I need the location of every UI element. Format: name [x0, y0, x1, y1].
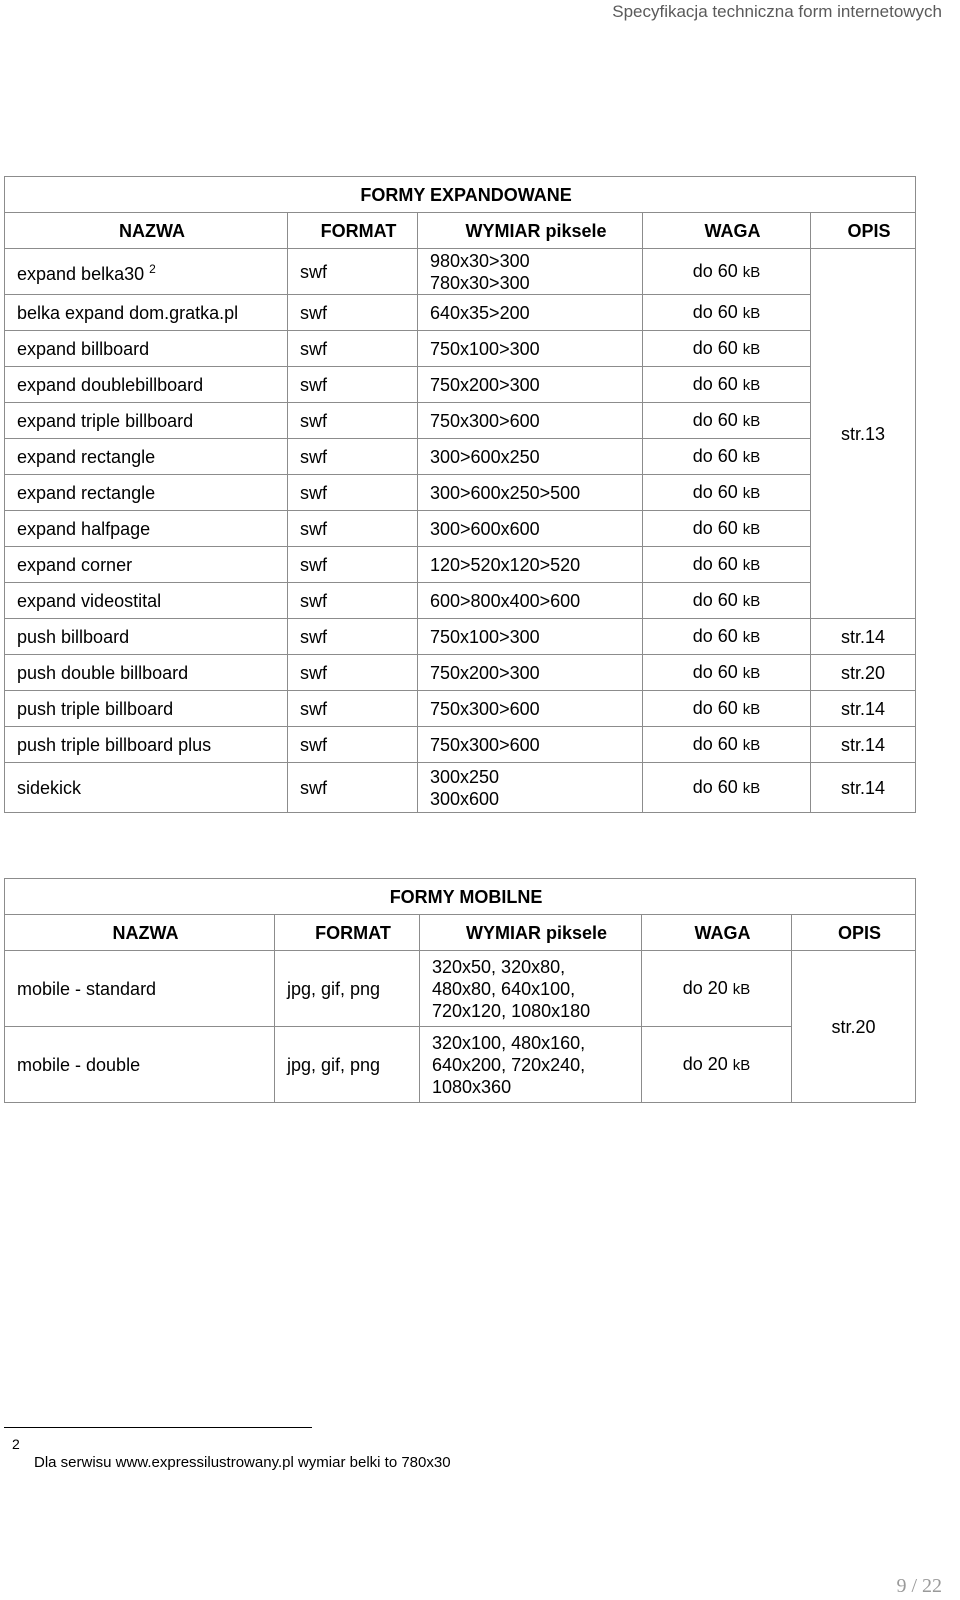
- weight-value: do 60: [692, 697, 738, 718]
- row-name: expand belka30: [17, 264, 145, 284]
- weight-unit: kB: [742, 520, 761, 538]
- size-line: 320x50, 320x80,: [432, 956, 566, 977]
- weight-value: do 60: [692, 260, 738, 281]
- row-name: expand rectangle: [17, 446, 156, 467]
- cell-format: swf: [288, 763, 418, 813]
- weight-unit: kB: [742, 340, 761, 358]
- weight-unit: kB: [742, 664, 761, 682]
- row-name: sidekick: [17, 777, 82, 798]
- page-number: 9 / 22: [896, 1575, 942, 1597]
- cell-size: [418, 727, 643, 763]
- size-line: 120>520x120>520: [430, 554, 581, 575]
- cell-opis-shared: str.13: [811, 249, 916, 619]
- size-line: 750x300>600: [430, 734, 540, 755]
- cell-format: swf: [288, 295, 418, 331]
- footnote-rule: [4, 1427, 312, 1428]
- weight-unit: kB: [742, 304, 761, 322]
- cell-format: swf: [288, 511, 418, 547]
- footnote-ref: 2: [149, 262, 156, 276]
- cell-size: [418, 511, 643, 547]
- cell-format: swf: [288, 727, 418, 763]
- cell-size: [420, 1027, 642, 1103]
- cell-opis: str.14: [811, 691, 916, 727]
- cell-format: swf: [288, 367, 418, 403]
- size-line: 300x250: [430, 766, 500, 787]
- row-name: push triple billboard: [17, 698, 174, 719]
- running-header: Specyfikacja techniczna form internetowych: [612, 2, 942, 21]
- cell-weight: [643, 331, 811, 367]
- cell-size: [418, 547, 643, 583]
- cell-format: swf: [288, 403, 418, 439]
- cell-name: [5, 439, 288, 475]
- row-name: push billboard: [17, 626, 130, 647]
- cell-weight: [643, 439, 811, 475]
- cell-size: [418, 295, 643, 331]
- cell-size: [418, 583, 643, 619]
- size-line: 600>800x400>600: [430, 590, 581, 611]
- column-header: FORMAT: [288, 213, 418, 249]
- cell-opis: str.14: [811, 727, 916, 763]
- size-line: 480x80, 640x100,: [432, 978, 576, 999]
- size-line: 750x200>300: [430, 374, 540, 395]
- weight-value: do 60: [692, 589, 738, 610]
- cell-size: [418, 331, 643, 367]
- cell-name: [5, 249, 288, 295]
- cell-format: swf: [288, 583, 418, 619]
- row-name: expand halfpage: [17, 518, 151, 539]
- cell-size: [418, 367, 643, 403]
- cell-name: [5, 951, 275, 1027]
- cell-weight: [643, 691, 811, 727]
- expand-forms-table: [4, 176, 916, 813]
- cell-format: swf: [288, 547, 418, 583]
- table-row: [5, 727, 916, 763]
- weight-unit: kB: [742, 556, 761, 574]
- table-row: [5, 951, 916, 1027]
- weight-unit: kB: [742, 448, 761, 466]
- cell-weight: [643, 403, 811, 439]
- cell-name: [5, 727, 288, 763]
- weight-unit: kB: [742, 592, 761, 610]
- cell-name: [5, 511, 288, 547]
- table-row: [5, 331, 916, 367]
- cell-weight: [643, 475, 811, 511]
- column-header: OPIS: [811, 213, 916, 249]
- weight-value: do 60: [692, 481, 738, 502]
- weight-value: do 60: [692, 373, 738, 394]
- footnote-number: 2: [12, 1436, 20, 1452]
- weight-unit: kB: [742, 412, 761, 430]
- cell-name: [5, 691, 288, 727]
- weight-value: do 60: [692, 409, 738, 430]
- weight-unit: kB: [732, 980, 751, 998]
- cell-format: swf: [288, 619, 418, 655]
- cell-size: [420, 951, 642, 1027]
- table-title-row: [5, 177, 916, 213]
- weight-unit: kB: [742, 700, 761, 718]
- weight-value: do 60: [692, 776, 738, 797]
- cell-name: [5, 475, 288, 511]
- weight-value: do 60: [692, 445, 738, 466]
- weight-value: do 60: [692, 553, 738, 574]
- weight-value: do 60: [692, 337, 738, 358]
- table-row: [5, 295, 916, 331]
- row-name: mobile - standard: [17, 978, 157, 999]
- cell-format: swf: [288, 655, 418, 691]
- table-row: [5, 475, 916, 511]
- row-name: belka expand dom.gratka.pl: [17, 302, 239, 323]
- size-line: 720x120, 1080x180: [432, 1000, 591, 1021]
- size-line: 780x30>300: [430, 272, 530, 293]
- cell-format: swf: [288, 475, 418, 511]
- cell-format: swf: [288, 439, 418, 475]
- size-line: 320x100, 480x160,: [432, 1032, 586, 1053]
- cell-weight: [643, 547, 811, 583]
- size-line: 750x300>600: [430, 410, 540, 431]
- row-name: expand videostital: [17, 590, 162, 611]
- table-title-row: [5, 879, 916, 915]
- footnote-text: Dla serwisu www.expressilustrowany.pl wymiar belki to 780x30: [34, 1454, 451, 1471]
- cell-name: [5, 403, 288, 439]
- cell-weight: [642, 951, 792, 1027]
- cell-name: [5, 1027, 275, 1103]
- row-name: expand triple billboard: [17, 410, 194, 431]
- table-row: [5, 547, 916, 583]
- weight-unit: kB: [742, 736, 761, 754]
- cell-opis-shared: str.20: [792, 951, 916, 1103]
- column-header: OPIS: [792, 915, 916, 951]
- weight-unit: kB: [732, 1056, 751, 1074]
- row-name: push triple billboard plus: [17, 734, 212, 755]
- weight-unit: kB: [742, 376, 761, 394]
- mobile-forms-table: [4, 878, 916, 1103]
- size-line: 750x100>300: [430, 626, 540, 647]
- cell-name: [5, 763, 288, 813]
- cell-weight: [643, 583, 811, 619]
- row-name: expand billboard: [17, 338, 150, 359]
- size-line: 750x100>300: [430, 338, 540, 359]
- cell-opis: str.14: [811, 763, 916, 813]
- cell-name: [5, 655, 288, 691]
- cell-name: [5, 583, 288, 619]
- weight-value: do 60: [692, 517, 738, 538]
- table-row: [5, 691, 916, 727]
- cell-weight: [643, 727, 811, 763]
- cell-opis: str.14: [811, 619, 916, 655]
- table-row: [5, 367, 916, 403]
- cell-name: [5, 547, 288, 583]
- cell-size: [418, 619, 643, 655]
- cell-format: jpg, gif, png: [275, 1027, 420, 1103]
- weight-unit: kB: [742, 628, 761, 646]
- cell-weight: [643, 295, 811, 331]
- table-title: FORMY MOBILNE: [5, 879, 916, 915]
- cell-format: swf: [288, 249, 418, 295]
- column-header: WYMIAR piksele: [418, 213, 643, 249]
- row-name: push double billboard: [17, 662, 189, 683]
- row-name: expand rectangle: [17, 482, 156, 503]
- weight-unit: kB: [742, 263, 761, 281]
- column-header: WAGA: [643, 213, 811, 249]
- cell-opis: str.20: [811, 655, 916, 691]
- cell-name: [5, 331, 288, 367]
- weight-value: do 20: [682, 977, 728, 998]
- weight-value: do 20: [682, 1053, 728, 1074]
- size-line: 300>600x250>500: [430, 482, 581, 503]
- cell-name: [5, 367, 288, 403]
- cell-size: [418, 763, 643, 813]
- weight-value: do 60: [692, 733, 738, 754]
- table-row: [5, 1027, 916, 1103]
- row-name: expand doublebillboard: [17, 374, 204, 395]
- table-row: [5, 439, 916, 475]
- column-header: WYMIAR piksele: [420, 915, 642, 951]
- cell-format: swf: [288, 691, 418, 727]
- table-row: [5, 249, 916, 295]
- cell-size: [418, 439, 643, 475]
- table-row: [5, 763, 916, 813]
- column-header: NAZWA: [5, 213, 288, 249]
- size-line: 980x30>300: [430, 250, 530, 271]
- size-line: 300>600x600: [430, 518, 540, 539]
- cell-name: [5, 295, 288, 331]
- size-line: 750x200>300: [430, 662, 540, 683]
- table-row: [5, 619, 916, 655]
- table-row: [5, 511, 916, 547]
- size-line: 640x35>200: [430, 302, 530, 323]
- cell-name: [5, 619, 288, 655]
- cell-size: [418, 655, 643, 691]
- table-header-row: [5, 915, 916, 951]
- cell-size: [418, 249, 643, 295]
- row-name: expand corner: [17, 554, 133, 575]
- cell-format: jpg, gif, png: [275, 951, 420, 1027]
- cell-weight: [643, 249, 811, 295]
- weight-value: do 60: [692, 625, 738, 646]
- table-row: [5, 655, 916, 691]
- size-line: 300>600x250: [430, 446, 540, 467]
- size-line: 640x200, 720x240,: [432, 1054, 586, 1075]
- cell-size: [418, 403, 643, 439]
- cell-size: [418, 691, 643, 727]
- weight-value: do 60: [692, 661, 738, 682]
- weight-unit: kB: [742, 779, 761, 797]
- column-header: NAZWA: [5, 915, 275, 951]
- size-line: 300x600: [430, 788, 500, 809]
- size-line: 1080x360: [432, 1076, 512, 1097]
- table-row: [5, 583, 916, 619]
- cell-weight: [643, 619, 811, 655]
- table-header-row: [5, 213, 916, 249]
- cell-weight: [643, 367, 811, 403]
- cell-size: [418, 475, 643, 511]
- cell-weight: [642, 1027, 792, 1103]
- table-row: [5, 403, 916, 439]
- size-line: 750x300>600: [430, 698, 540, 719]
- cell-format: swf: [288, 331, 418, 367]
- table-title: FORMY EXPANDOWANE: [5, 177, 916, 213]
- row-name: mobile - double: [17, 1054, 141, 1075]
- cell-weight: [643, 511, 811, 547]
- cell-weight: [643, 655, 811, 691]
- column-header: FORMAT: [275, 915, 420, 951]
- column-header: WAGA: [642, 915, 792, 951]
- weight-value: do 60: [692, 301, 738, 322]
- cell-weight: [643, 763, 811, 813]
- weight-unit: kB: [742, 484, 761, 502]
